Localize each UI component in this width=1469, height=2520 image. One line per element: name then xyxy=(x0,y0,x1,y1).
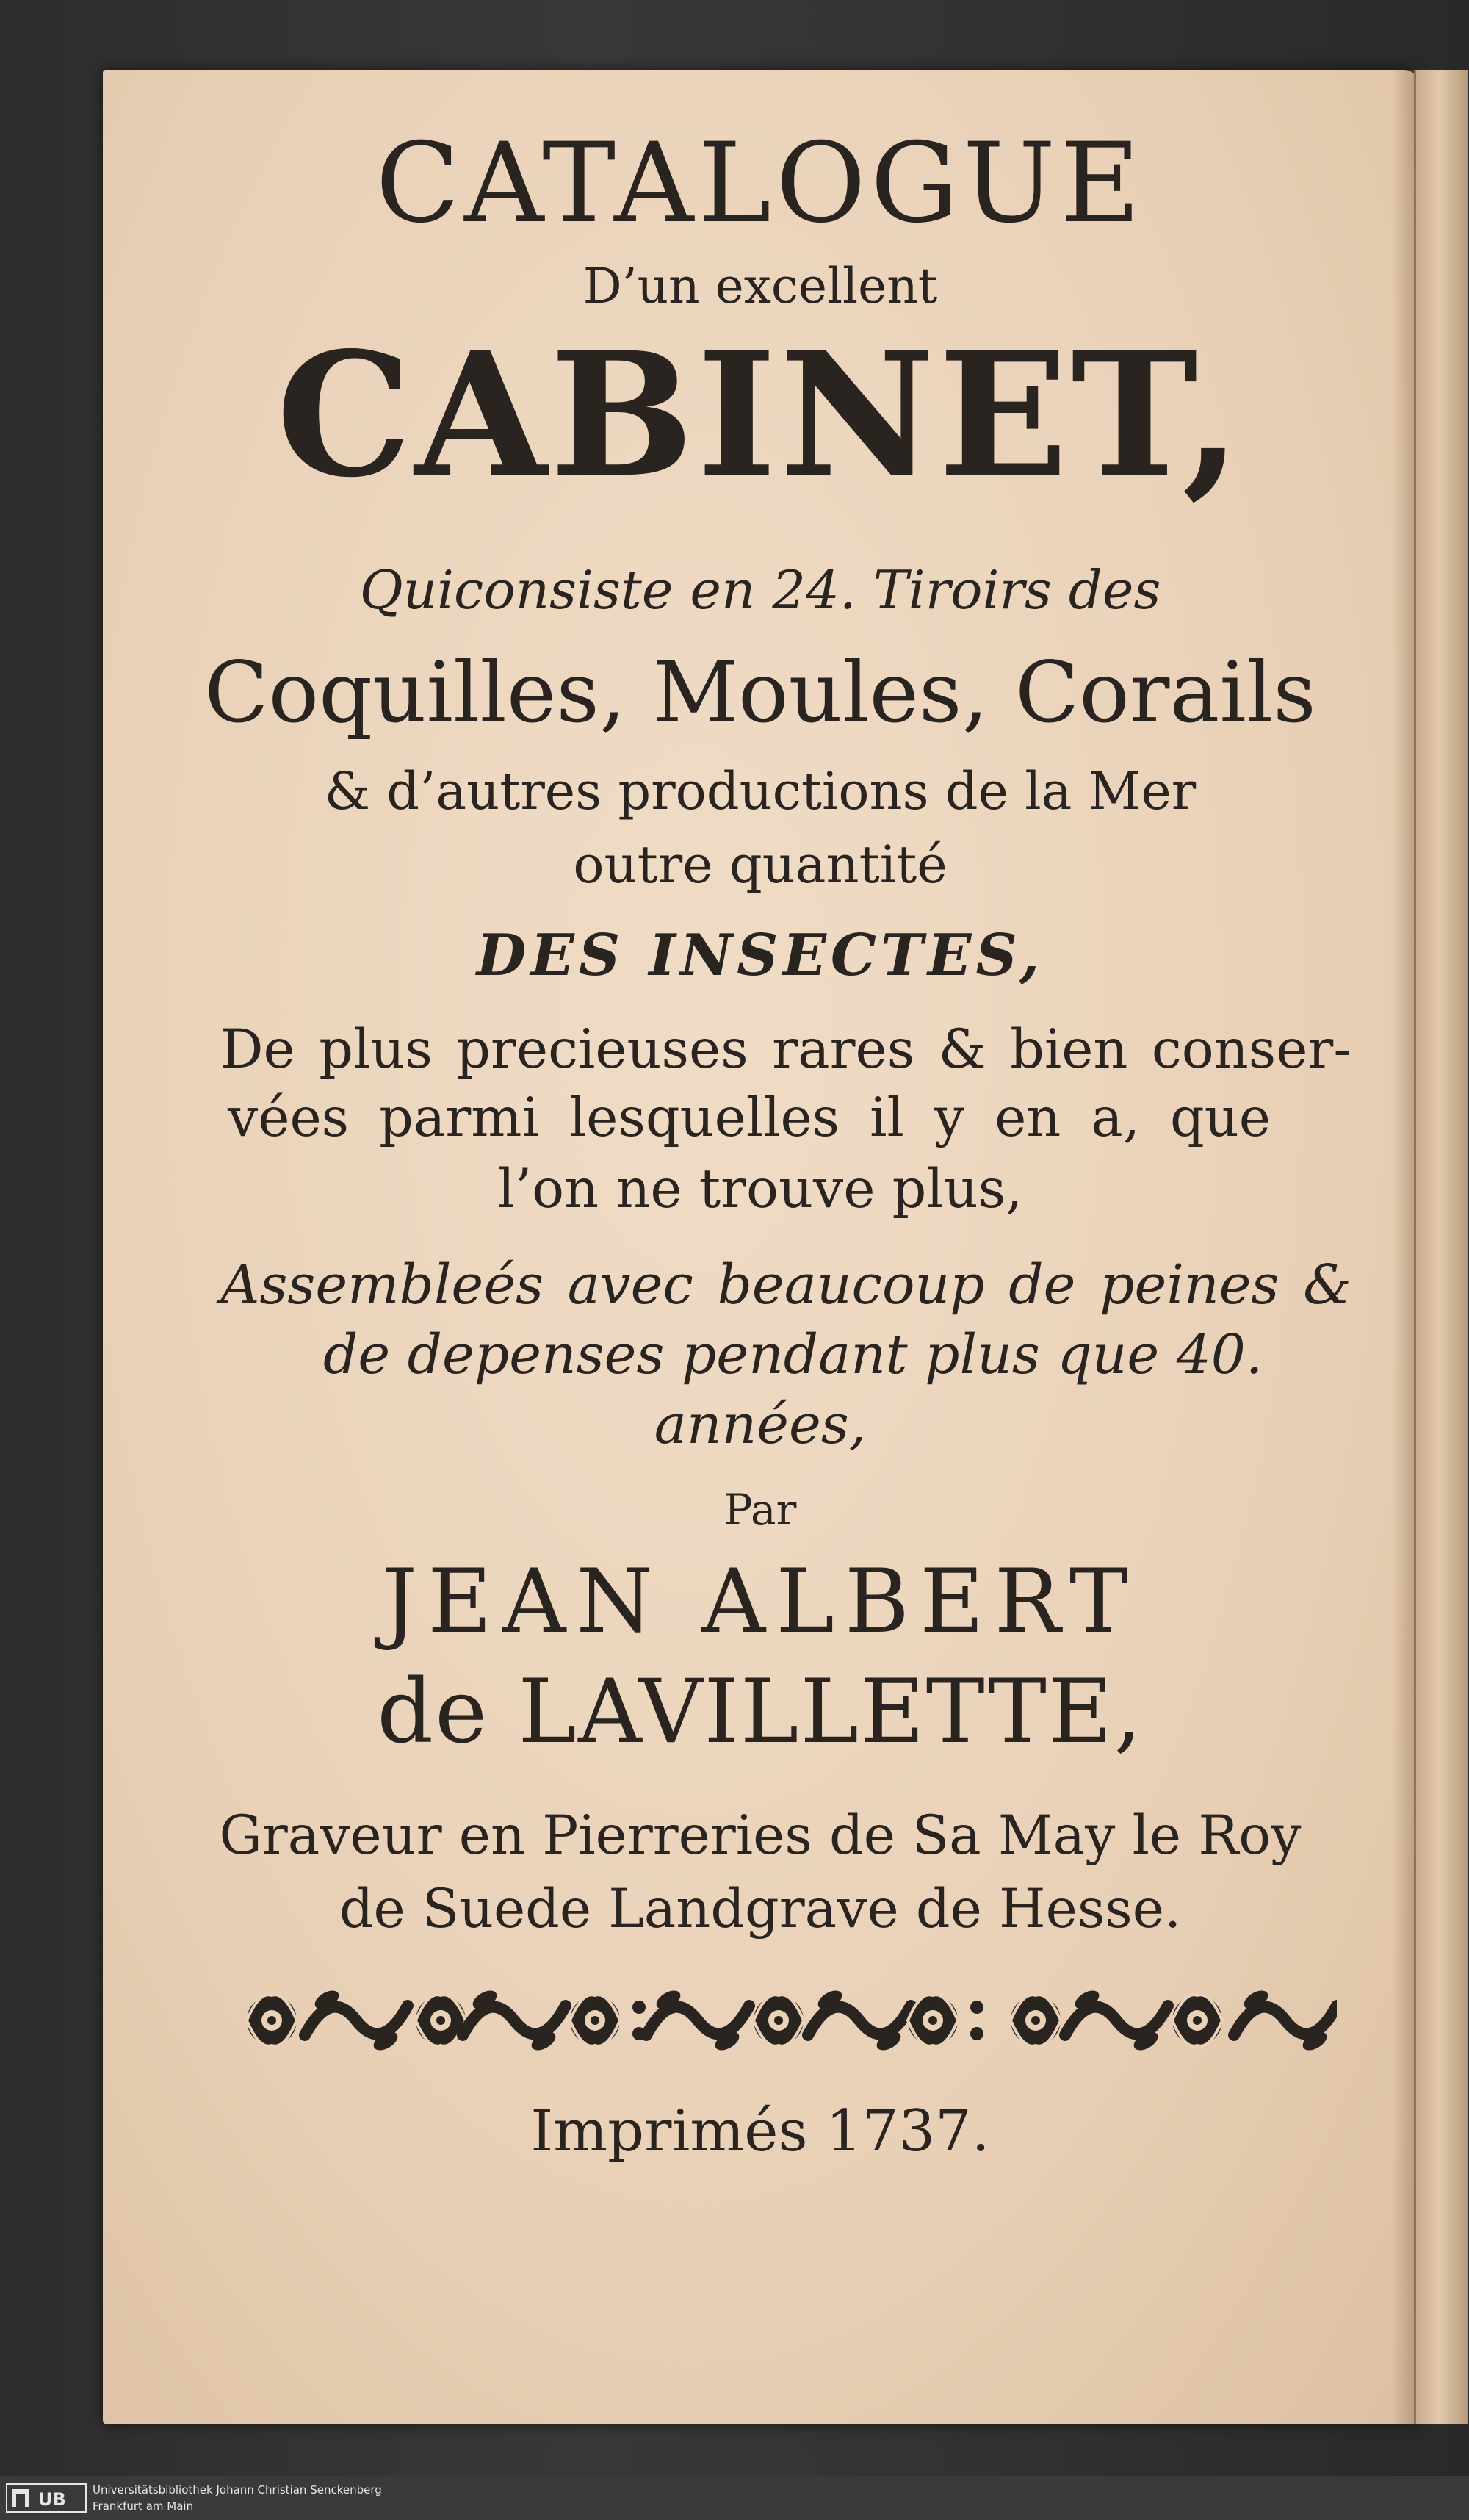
library-city: Frankfurt am Main xyxy=(93,2499,194,2513)
para1-line1: De plus precieuses rares & bien conser- xyxy=(220,1018,1351,1081)
para2-line1: Assembleés avec beaucoup de peines & xyxy=(220,1253,1351,1317)
ub-logo-text: UB xyxy=(38,2489,66,2510)
next-page-edge xyxy=(1414,70,1468,2424)
title-catalogue: CATALOGUE xyxy=(375,120,1145,248)
heading-cabinet: CABINET, xyxy=(275,314,1245,515)
ub-library-logo-icon xyxy=(6,2483,87,2513)
para2-line3: années, xyxy=(654,1393,867,1456)
imprint-date: Imprimés 1737. xyxy=(530,2098,990,2164)
author-surname: de LAVILLETTE, xyxy=(377,1661,1144,1763)
para2-line2: de depenses pendant plus que 40. xyxy=(323,1323,1263,1386)
role-line1: Graveur en Pierreries de Sa May le Roy xyxy=(219,1804,1302,1867)
role-line2: de Suede Landgrave de Hesse. xyxy=(339,1878,1182,1940)
par-label: Par xyxy=(723,1485,797,1535)
library-name: Universitätsbibliothek Johann Christian Senckenberg xyxy=(93,2483,382,2496)
para1-line3: l’on ne trouve plus, xyxy=(497,1158,1023,1220)
line-productions: & d’autres productions de la Mer xyxy=(324,761,1197,821)
line-consiste: Quiconsiste en 24. Tiroirs des xyxy=(359,559,1161,621)
subtitle-excellent: D’un excellent xyxy=(582,258,938,314)
floral-ornament-icon xyxy=(228,1969,1337,2072)
library-credit xyxy=(93,2482,382,2514)
para1-line2: vées parmi lesquelles il y en a, que xyxy=(228,1087,1271,1149)
line-quantite: outre quantité xyxy=(573,835,948,895)
line-coquilles: Coquilles, Moules, Corails xyxy=(204,644,1316,741)
heading-insectes: DES INSECTES, xyxy=(476,922,1044,989)
author-name: JEAN ALBERT xyxy=(382,1551,1138,1653)
library-footer xyxy=(0,2476,1469,2520)
